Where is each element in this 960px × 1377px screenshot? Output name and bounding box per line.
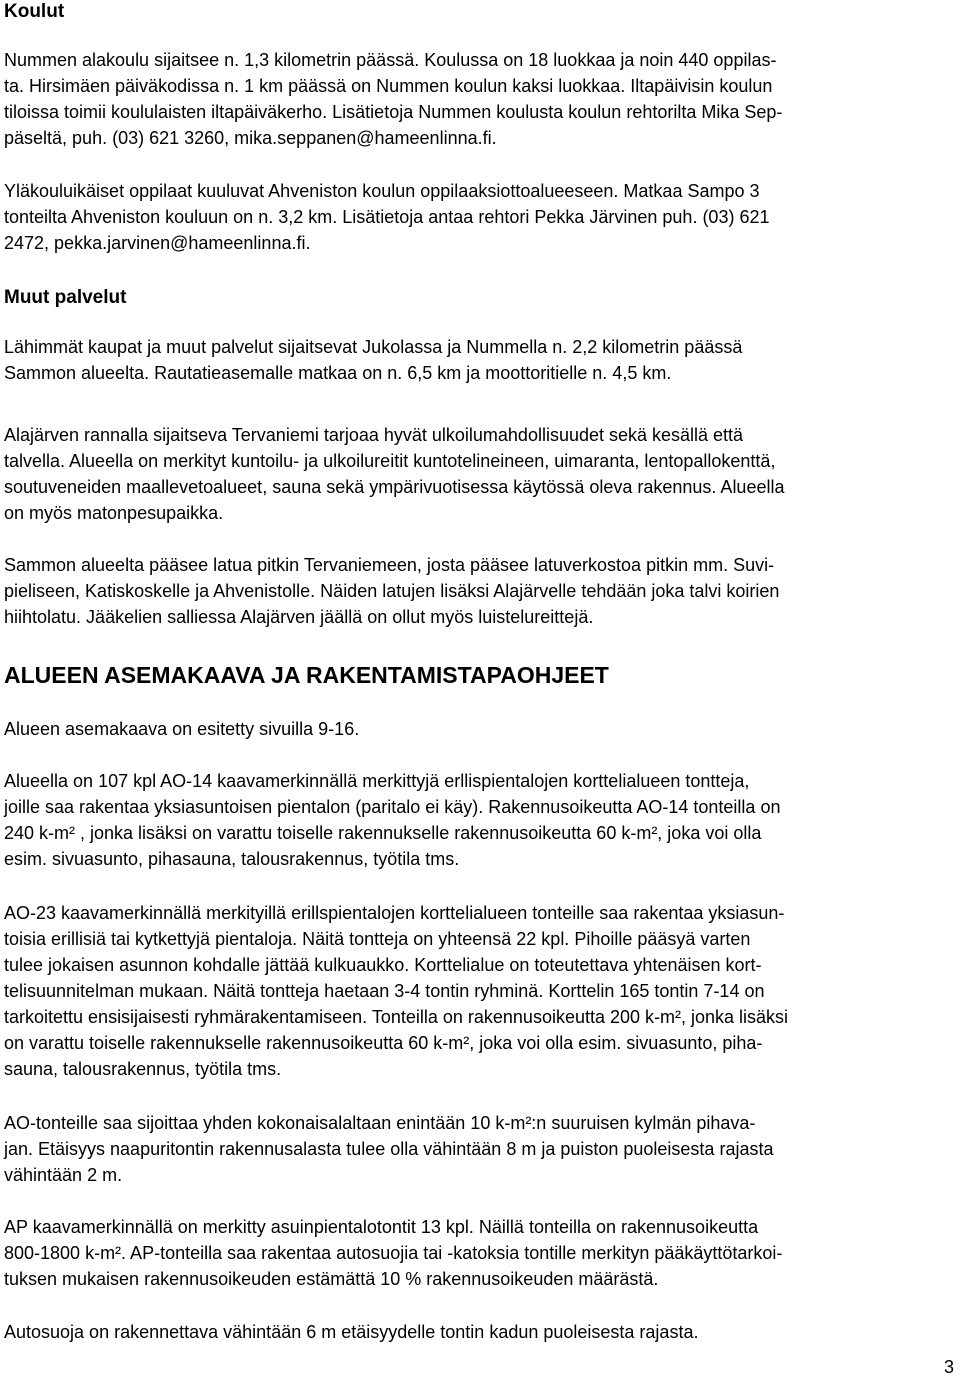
text-line: Sammon alueelta. Rautatieasemalle matkaa on n. 6,5 km ja moottoritielle n. 4,5 km.: [4, 363, 672, 383]
paragraph: [4, 1319, 954, 1345]
paragraph: [4, 334, 954, 386]
text-line: soutuveneiden maallevetoalueet, sauna sekä ympärivuotisessa käytössä oleva rakennus. Alueella: [4, 477, 785, 497]
text-line: Nummen alakoulu sijaitsee n. 1,3 kilometrin päässä. Koulussa on 18 luokkaa ja noin 440 oppilas-: [4, 50, 777, 70]
paragraph: [4, 900, 954, 1082]
text-line: on varattu toiselle rakennukselle rakennusoikeutta 60 k-m², joka voi olla esim. sivuasunto, piha-: [4, 1033, 763, 1053]
text-line: Alueen asemakaava on esitetty sivuilla 9-16.: [4, 719, 360, 739]
text-line: on myös matonpesupaikka.: [4, 503, 224, 523]
paragraph: [4, 716, 954, 742]
paragraph: [4, 178, 954, 256]
text-line: hiihtolatu. Jääkelien salliessa Alajärven jäällä on ollut myös luistelureittejä.: [4, 607, 594, 627]
text-line: tarkoitettu ensisijaisesti ryhmärakentamiseen. Tonteilla on rakennusoikeutta 200 k-m², jonka lisäksi: [4, 1007, 789, 1027]
paragraph: [4, 552, 954, 630]
text-line: telisuunnitelman mukaan. Näitä tontteja haetaan 3-4 tontin ryhminä. Korttelin 165 tontin 7-14 on: [4, 981, 765, 1001]
page-number: 3: [943, 1357, 954, 1377]
text-line: AO-23 kaavamerkinnällä merkityillä erillspientalojen korttelialueen tonteille saa rakentaa yksiasun-: [4, 903, 785, 923]
text-line: tiloissa toimii koululaisten iltapäiväkerho. Lisätietoja Nummen koulusta koulun rehtorilta Mika Sep-: [4, 102, 783, 122]
paragraph: [4, 1110, 954, 1188]
text-line: 240 k-m² , jonka lisäksi on varattu toiselle rakennukselle rakennusoikeutta 60 k-m², joka voi olla: [4, 823, 762, 843]
section-heading-koulut: Koulut: [4, 1, 65, 22]
paragraph: [4, 768, 954, 872]
text-line: tonteilta Ahveniston kouluun on n. 3,2 km. Lisätietoja antaa rehtori Pekka Järvinen puh. (03) 621: [4, 207, 770, 227]
text-line: talvella. Alueella on merkityt kuntoilu- ja ulkoilureitit kuntotelineineen, uimaranta, lentopallokenttä,: [4, 451, 776, 471]
text-line: jan. Etäisyys naapuritontin rakennusalasta tulee olla vähintään 8 m ja puiston puoleisesta rajasta: [4, 1139, 774, 1159]
text-line: AP kaavamerkinnällä on merkitty asuinpientalotontit 13 kpl. Näillä tonteilla on rakennusoikeutta: [4, 1217, 759, 1237]
text-line: tulee jokaisen asunnon kohdalle jättää kulkuaukko. Korttelialue on toteutettava yhtenäisen kort-: [4, 955, 762, 975]
paragraph: [4, 1214, 954, 1292]
text-line: 2472, pekka.jarvinen@hameenlinna.fi.: [4, 233, 311, 253]
paragraph: [4, 47, 954, 151]
text-line: AO-tonteille saa sijoittaa yhden kokonaisalaltaan enintään 10 k-m²:n suuruisen kylmän pihava-: [4, 1113, 756, 1133]
text-line: 800-1800 k-m². AP-tonteilla saa rakentaa autosuojia tai -katoksia tontille merkityn pääkäyttötarkoi-: [4, 1243, 783, 1263]
text-line: Sammon alueelta pääsee latua pitkin Tervaniemeen, josta pääsee latuverkostoa pitkin mm. Suvi-: [4, 555, 775, 575]
text-line: Lähimmät kaupat ja muut palvelut sijaitsevat Jukolassa ja Nummella n. 2,2 kilometrin päässä: [4, 337, 743, 357]
paragraph: [4, 422, 954, 526]
section-heading-asemakaava: ALUEEN ASEMAKAAVA JA RAKENTAMISTAPAOHJEET: [4, 662, 609, 688]
text-line: Alajärven rannalla sijaitseva Tervaniemi tarjoaa hyvät ulkoilumahdollisuudet sekä kesällä että: [4, 425, 744, 445]
text-line: sauna, talousrakennus, työtila tms.: [4, 1059, 282, 1079]
text-line: Alueella on 107 kpl AO-14 kaavamerkinnällä merkittyjä erllispientalojen korttelialueen tontteja,: [4, 771, 750, 791]
text-line: esim. sivuasunto, pihasauna, talousrakennus, työtila tms.: [4, 849, 460, 869]
text-line: joille saa rakentaa yksiasuntoisen pientalon (paritalo ei käy). Rakennusoikeutta AO-14 tonteilla on: [4, 797, 781, 817]
text-line: tuksen mukaisen rakennusoikeuden estämättä 10 % rakennusoikeuden määrästä.: [4, 1269, 659, 1289]
text-line: päseltä, puh. (03) 621 3260, mika.seppanen@hameenlinna.fi.: [4, 128, 497, 148]
text-line: Yläkouluikäiset oppilaat kuuluvat Ahveniston koulun oppilaaksiottoalueeseen. Matkaa Sampo 3: [4, 181, 760, 201]
text-line: pieliseen, Katiskoskelle ja Ahvenistolle. Näiden latujen lisäksi Alajärvelle tehdään joka talvi koirien: [4, 581, 780, 601]
section-heading-muut-palvelut: Muut palvelut: [4, 287, 127, 308]
text-line: toisia erillisiä tai kytkettyjä pientaloja. Näitä tontteja on yhteensä 22 kpl. Pihoille pääsyä varten: [4, 929, 751, 949]
text-line: Autosuoja on rakennettava vähintään 6 m etäisyydelle tontin kadun puoleisesta rajasta.: [4, 1322, 699, 1342]
text-line: vähintään 2 m.: [4, 1165, 123, 1185]
text-line: ta. Hirsimäen päiväkodissa n. 1 km päässä on Nummen koulun kaksi luokkaa. Iltapäivisin koulun: [4, 76, 773, 96]
